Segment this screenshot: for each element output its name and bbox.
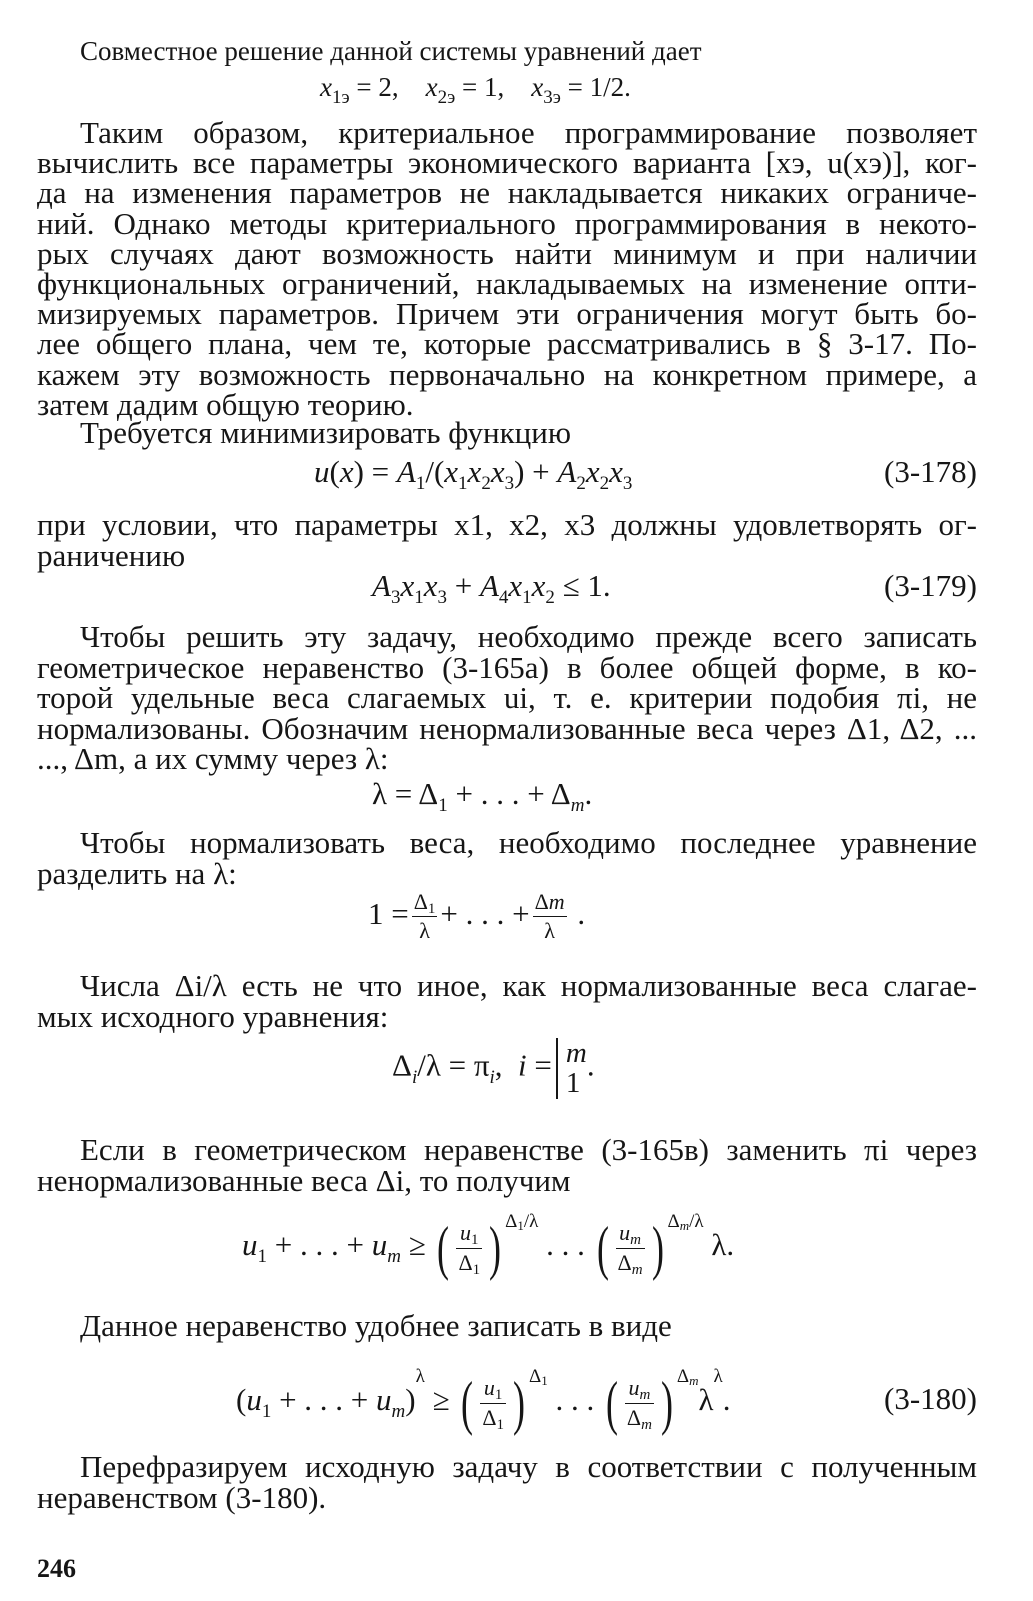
text-line: Чтобы решить эту задачу, необходимо прежде всего записать xyxy=(80,619,977,654)
text-line: да на изменения параметров не накладывается никаких ограниче- xyxy=(37,175,977,211)
equation-number-178: (3-178) xyxy=(884,454,977,489)
text-line: Если в геометрическом неравенстве (3-165в) заменить πi через xyxy=(80,1132,977,1167)
text-line: вычислить все параметры экономического варианта [xэ, u(xэ)], ког- xyxy=(37,145,977,181)
text-line: Числа Δi/λ есть не что иное, как нормализованные веса слагае- xyxy=(80,968,977,1003)
text-line: мизируемых параметров. Причем эти ограничения могут быть бо- xyxy=(37,296,977,332)
text-line: ..., Δm, а их сумму через λ: xyxy=(37,741,389,776)
text-line: кажем эту возможность первоначально на конкретном примере, а xyxy=(37,356,977,392)
paragraph-2: Требуется минимизировать функцию xyxy=(80,415,572,450)
intro-line: Совместное решение данной системы уравнений дает xyxy=(80,36,702,66)
equation-3-179: $A_3x_1x_3 + A_4x_1x_2 \le 1$. xyxy=(372,568,611,608)
text-line: затем дадим общую теорию. xyxy=(37,386,414,422)
text-line: геометрическое неравенство (3-165а) в более общей форме, в ко- xyxy=(37,649,977,685)
inequality-geometric: $u_1$ + . . . + $u_m$ ≥ ( $\frac{u_1}{\Delta_1}$ ) $^{\Delta_1/\lambda}$ . . . ( $\frac{u_m}{\Delta_m}$ ) $^{\Delta_m/\lambda}$ λ. xyxy=(242,1211,735,1281)
page-number: 246 xyxy=(37,1554,76,1583)
text-line: при условии, что параметры x1, x2, x3 должны удовлетворять ог- xyxy=(37,507,977,542)
equation-3-180: ($u_1$ + . . . + $u_m)^\lambda$ ≥ ( $\frac{u_1}{\Delta_1}$ ) $^{\Delta_1}$ . . . ( $\frac{u_m}{\Delta_m}$ ) $^{\Delta_m}\lambda^\lambda$. xyxy=(236,1366,731,1436)
text-line: Таким образом, критериальное программирование позволяет xyxy=(80,115,977,150)
text-line: неравенством (3-180). xyxy=(37,1479,327,1515)
text-line: ненормализованные веса Δi, то получим xyxy=(37,1162,571,1198)
text-line: рых случаях дают возможность найти минимум и при наличии xyxy=(37,235,977,271)
text-line: ний. Однако методы критериального программирования в некото- xyxy=(37,205,977,241)
text-line: Перефразируем исходную задачу в соответствии с полученным xyxy=(80,1449,977,1484)
text-line: функциональных ограничений, накладываемых на изменение опти- xyxy=(37,266,977,301)
text-line: раничению xyxy=(37,537,186,573)
equation-lambda: $\lambda = \Delta_1$ + . . . + $\Delta_m$. xyxy=(372,776,593,816)
text-line: торой удельные веса слагаемых ui, т. е. критерии подобия πi, не xyxy=(37,680,977,715)
equation-3-178: $u(x) = A_1/(x_1x_2x_3) + A_2x_2x_3$ xyxy=(314,454,633,494)
equation-number-180: (3-180) xyxy=(884,1381,977,1416)
equation-pi: $\Delta_i/\lambda = \pi_i$, i = m 1 . xyxy=(392,1037,595,1100)
text-line: разделить на λ: xyxy=(37,855,237,891)
text-line: лее общего плана, чем те, которые рассматривались в § 3-17. По- xyxy=(37,326,977,362)
equation-number-179: (3-179) xyxy=(884,568,977,603)
text-line: нормализованы. Обозначим ненормализованные веса через Δ1, Δ2, ... xyxy=(37,710,977,746)
text-line: мых исходного уравнения: xyxy=(37,998,389,1034)
equation-normalize: 1 = $\frac{\Delta_1}{\lambda}$ + . . . + $\frac{\Delta m}{\lambda}$ . xyxy=(368,889,586,944)
text-line: Чтобы нормализовать веса, необходимо последнее уравнение xyxy=(80,825,977,860)
paragraph-8: Данное неравенство удобнее записать в виде xyxy=(80,1308,672,1343)
solution-equation: $x_{1э} = 2$, $x_{2э} = 1$, $x_{3э} = 1/2$. xyxy=(320,72,631,108)
